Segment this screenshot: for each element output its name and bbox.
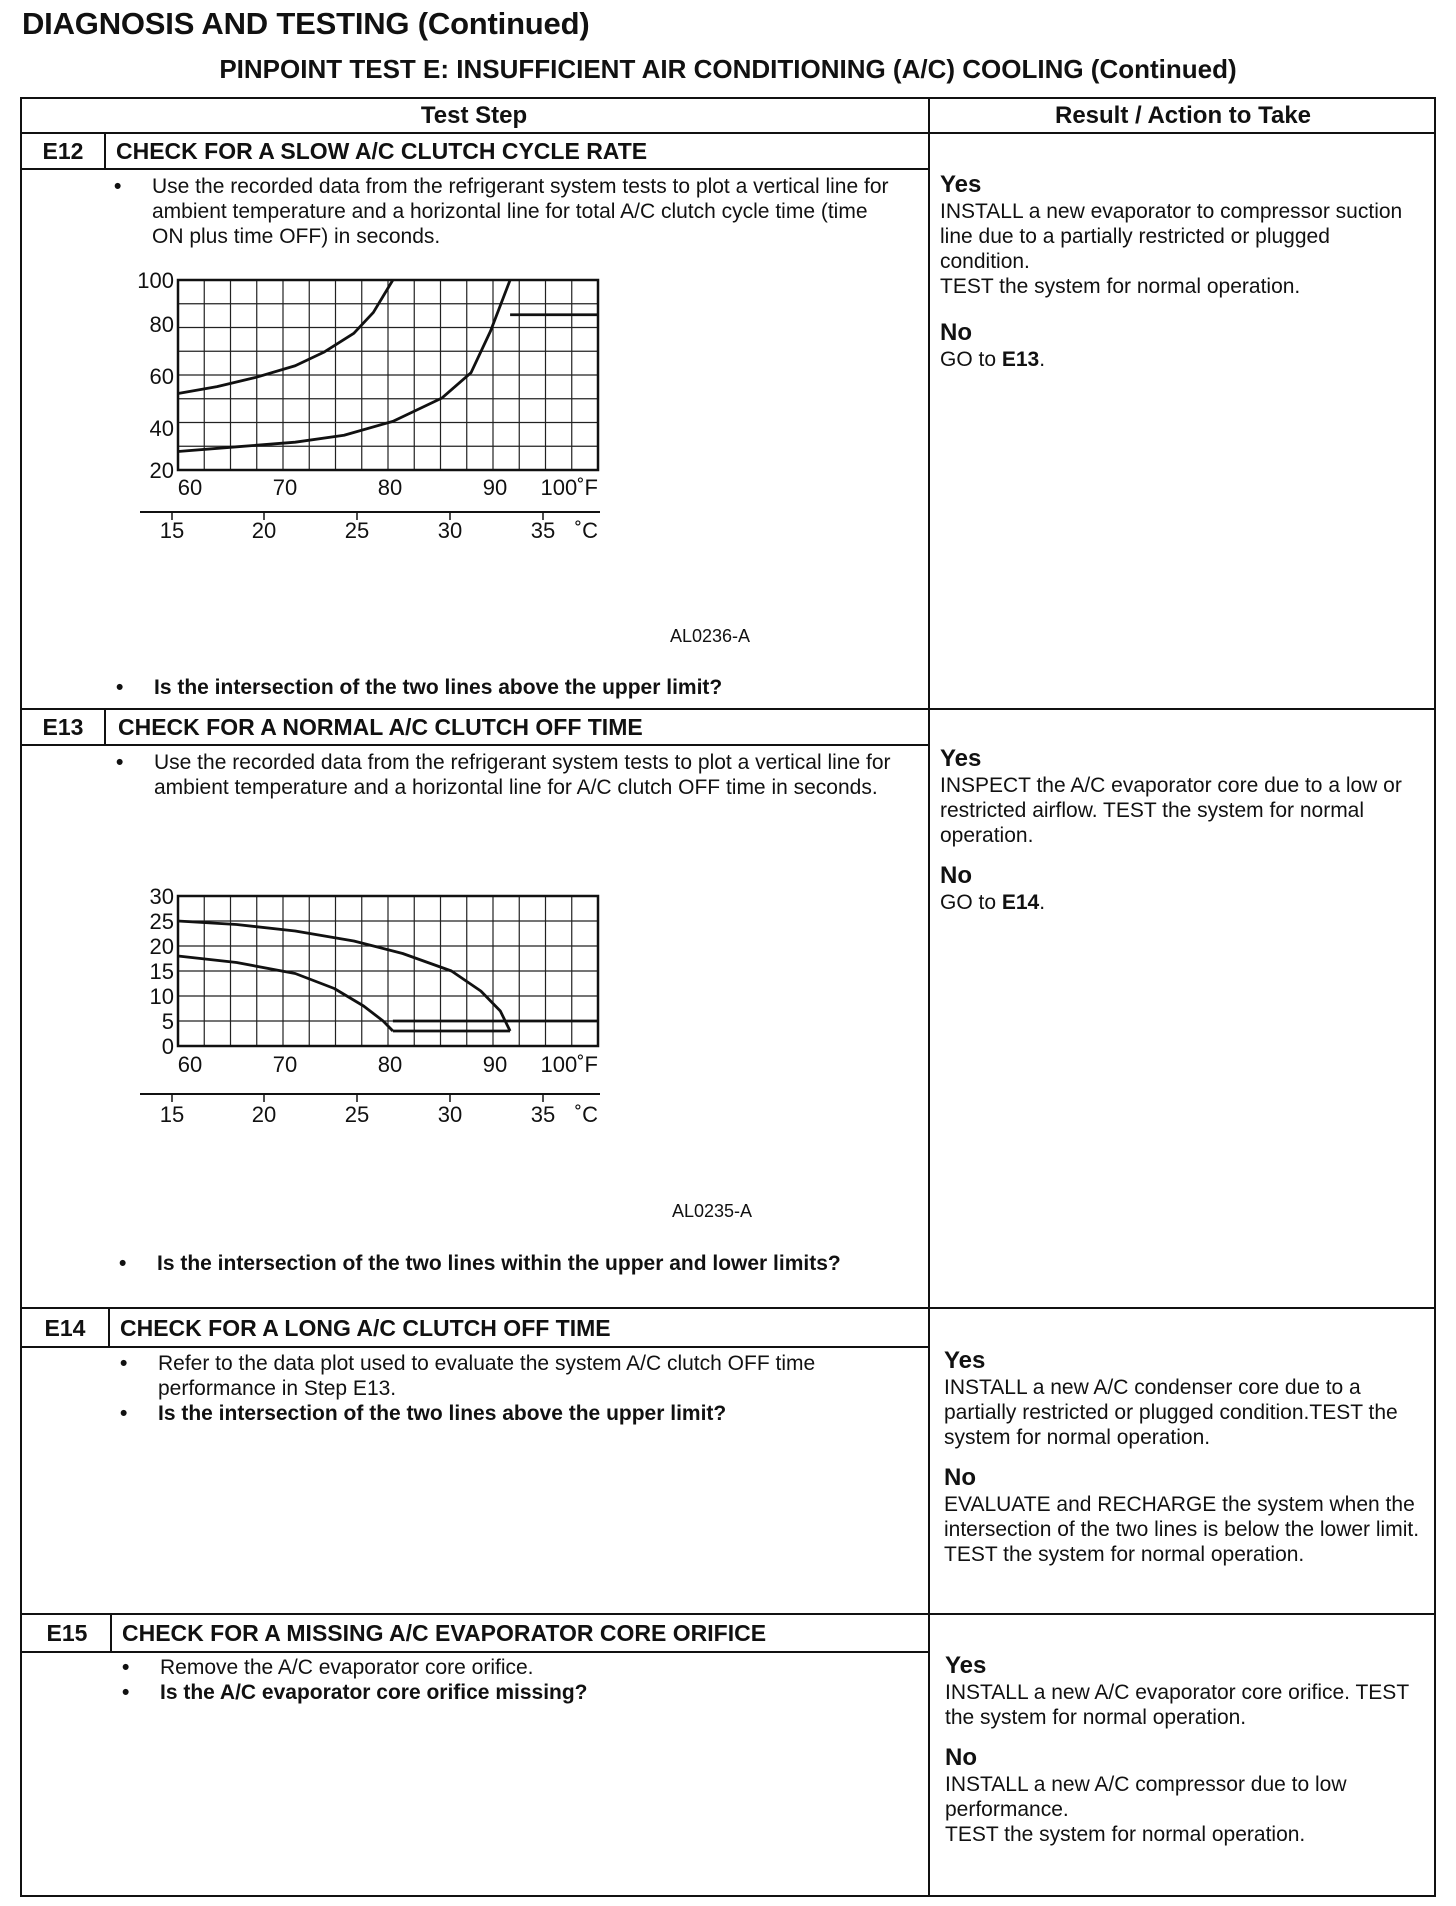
column-header-result: Result / Action to Take [1054,102,1312,129]
result-yes-label: Yes [940,745,982,772]
step-question: • Is the intersection of the two lines within the upper and lower limits? [119,1252,841,1275]
limit-curve-upper [178,921,510,1031]
y-tick-label: 25 [149,909,174,934]
step-question: • Is the intersection of the two lines above the upper limit? [116,676,723,699]
x-tick-label-celsius: 35 [530,518,556,543]
step-question: • Is the intersection of the two lines above the upper limit? [120,1402,727,1425]
step-title: CHECK FOR A LONG A/C CLUTCH OFF TIME [120,1315,611,1341]
step-instruction: • Remove the A/C evaporator core orifice. [122,1656,534,1679]
result-no-action: GO to E14. [940,891,1046,914]
limit-curve-lower [178,956,393,1031]
y-tick-label: 20 [149,458,174,483]
x-tick-label-fahrenheit: 70 [272,1052,298,1077]
y-tick-label: 5 [161,1009,174,1034]
x-tick-label-celsius: 25 [344,1102,370,1127]
step-id-divider [108,1309,110,1346]
x-tick-label-celsius: 35 [530,1102,556,1127]
x-tick-label-fahrenheit: 80 [377,475,403,500]
result-no-label: No [940,862,972,889]
step-title-underline [20,168,928,170]
x-tick-label-fahrenheit: 90 [482,475,508,500]
column-header-test-step: Test Step [420,102,528,129]
x-tick-label-celsius: 15 [159,518,185,543]
step-title-underline [20,1346,928,1348]
limit-curve-lower [178,280,510,451]
result-yes-label: Yes [940,171,982,198]
step-id: E15 [46,1620,88,1646]
x-unit-label-celsius: ˚C [574,1102,598,1127]
x-tick-label-fahrenheit: 60 [177,475,203,500]
pinpoint-test-title: PINPOINT TEST E: INSUFFICIENT AIR CONDITIONING (A/C) COOLING (Continued) [219,54,1237,84]
chart-clutch-off-time [150,886,770,1176]
x-tick-label-celsius: 20 [251,1102,277,1127]
step-id: E14 [44,1315,86,1341]
y-tick-label: 60 [149,364,174,389]
result-yes-action: INSTALL a new A/C condenser core due to a partially restricted or plugged condition.TEST the system for normal operation. [944,1376,1398,1449]
x-unit-label-celsius: ˚C [574,518,598,543]
result-no-test: TEST the system for normal operation. [945,1823,1306,1846]
y-tick-label: 15 [149,959,174,984]
result-no-label: No [940,319,972,346]
step-reference: E14 [1001,891,1040,914]
header-divider [20,132,1436,134]
result-yes-action: INSTALL a new A/C evaporator core orifice. TEST the system for normal operation. [945,1681,1409,1729]
chart-svg [150,886,770,1176]
y-tick-label: 30 [149,884,174,909]
result-no-action: INSTALL a new A/C compressor due to low performance. [945,1773,1347,1821]
result-yes-action: INSPECT the A/C evaporator core due to a low or restricted airflow. TEST the system for normal operation. [940,774,1402,847]
row-divider-e13 [20,708,1436,710]
y-tick-label: 40 [149,416,174,441]
step-instruction: • Use the recorded data from the refrigerant system tests to plot a vertical line for ambient temperature and a horizontal line for A/C clutch OFF time in seconds. [116,751,891,799]
x-tick-label-fahrenheit: 60 [177,1052,203,1077]
step-instruction: • Refer to the data plot used to evaluate the system A/C clutch OFF time performance in Step E13. [120,1352,816,1400]
step-id: E12 [42,138,84,164]
x-tick-label-fahrenheit: 90 [482,1052,508,1077]
y-tick-label: 0 [161,1034,174,1059]
result-no-label: No [944,1464,976,1491]
step-id-divider [110,1615,112,1651]
chart-clutch-cycle-time [137,268,770,600]
step-reference: E13 [1001,348,1040,371]
limit-curve-upper [178,280,393,394]
chart-plot-group [137,268,600,543]
x-tick-label-celsius: 25 [344,518,370,543]
x-tick-label-celsius: 30 [437,518,463,543]
result-no-label: No [945,1744,977,1771]
x-tick-label-celsius: 15 [159,1102,185,1127]
result-no-action: GO to E13. [940,348,1046,371]
result-e15 [945,1652,1430,1847]
chart-svg [137,268,770,600]
result-yes-test: TEST the system for normal operation. [940,275,1301,298]
x-tick-label-fahrenheit: 80 [377,1052,403,1077]
y-tick-label: 20 [149,934,174,959]
result-e14 [944,1347,1429,1567]
step-instruction: • Use the recorded data from the refrigerant system tests to plot a vertical line for ambient temperature and a horizontal line for total A/C clutch cycle time (time ON plus time OFF) in seconds. [114,175,889,248]
x-tick-label-celsius: 30 [437,1102,463,1127]
page-title: DIAGNOSIS AND TESTING (Continued) [22,6,590,41]
result-yes-action: INSTALL a new evaporator to compressor suction line due to a partially restricted or plugged condition. [940,200,1403,273]
y-tick-label: 100 [137,268,174,293]
column-divider [928,97,930,1897]
figure-code: AL0235-A [672,1201,753,1221]
y-tick-label: 10 [149,984,174,1009]
result-e12 [940,171,1425,372]
row-divider-e15 [20,1613,1436,1615]
figure-code: AL0236-A [670,626,751,646]
chart-plot-group [140,884,600,1127]
x-unit-label-fahrenheit: 100˚F [540,475,598,500]
step-title: CHECK FOR A NORMAL A/C CLUTCH OFF TIME [118,714,643,740]
step-title-underline [20,1651,928,1653]
step-id: E13 [42,714,84,740]
x-tick-label-fahrenheit: 70 [272,475,298,500]
step-question: • Is the A/C evaporator core orifice missing? [122,1681,588,1704]
row-divider-e14 [20,1307,1436,1309]
step-title: CHECK FOR A MISSING A/C EVAPORATOR CORE ORIFICE [122,1620,767,1646]
x-tick-label-celsius: 20 [251,518,277,543]
result-yes-label: Yes [944,1347,986,1374]
result-e13 [940,745,1425,915]
result-no-action: EVALUATE and RECHARGE the system when the intersection of the two lines is below the lower limit. TEST the system for normal operation. [944,1493,1420,1566]
step-title-underline [20,744,928,746]
y-tick-label: 80 [149,312,174,337]
x-unit-label-fahrenheit: 100˚F [540,1052,598,1077]
step-title: CHECK FOR A SLOW A/C CLUTCH CYCLE RATE [116,138,648,164]
result-yes-label: Yes [945,1652,987,1679]
